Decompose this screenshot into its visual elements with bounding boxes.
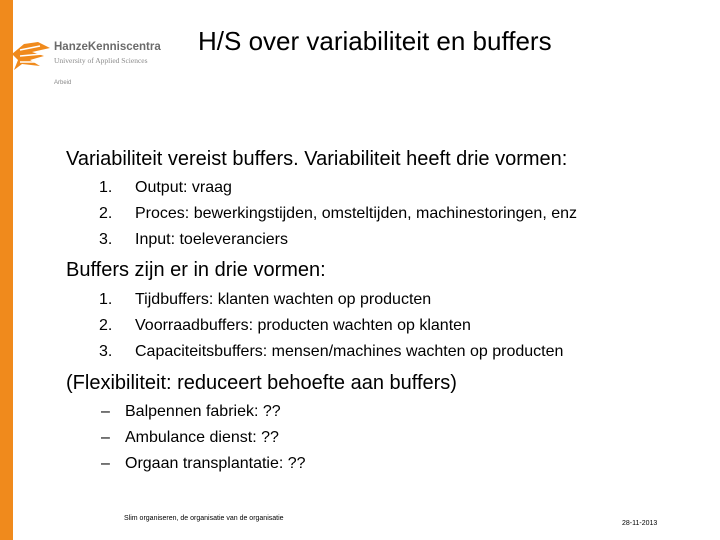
list-item-text: Input: toeleveranciers xyxy=(135,231,288,248)
dash-bullet: – xyxy=(101,403,110,420)
dash-bullet: – xyxy=(101,429,110,446)
footer-date: 28-11-2013 xyxy=(622,520,658,527)
list-item-text: Ambulance dienst: ?? xyxy=(125,429,279,446)
section-buffers-heading: Buffers zijn er in drie vormen: xyxy=(66,259,326,281)
footer-text: Slim organiseren, de organisatie van de organisatie xyxy=(124,515,284,522)
list-item-text: Orgaan transplantatie: ?? xyxy=(125,455,306,472)
hanze-logo-icon xyxy=(10,34,52,76)
list-item-text: Capaciteitsbuffers: mensen/machines wachten op producten xyxy=(135,343,564,360)
list-item-text: Proces: bewerkingstijden, omsteltijden, machinestoringen, enz xyxy=(135,205,578,222)
list-number: 3. xyxy=(99,231,113,248)
section-variability-heading: Variabiliteit vereist buffers. Variabiliteit heeft drie vormen: xyxy=(66,148,568,170)
list-item-text: Tijdbuffers: klanten wachten op producten xyxy=(135,291,432,308)
list-number: 1. xyxy=(99,179,113,196)
logo-name: HanzeKenniscentra xyxy=(54,41,161,53)
slide-title: H/S over variabiliteit en buffers xyxy=(198,26,552,56)
list-number: 2. xyxy=(99,317,113,334)
dash-bullet: – xyxy=(101,455,110,472)
list-number: 1. xyxy=(99,291,113,308)
section-flexibility-heading: (Flexibiliteit: reduceert behoefte aan buffers) xyxy=(66,372,457,394)
list-number: 3. xyxy=(99,343,113,360)
list-number: 2. xyxy=(99,205,113,222)
logo-department: Arbeid xyxy=(54,80,72,86)
hanze-logo xyxy=(10,34,200,96)
list-item-text: Output: vraag xyxy=(135,179,232,196)
list-item-text: Voorraadbuffers: producten wachten op klanten xyxy=(135,317,471,334)
logo-subtitle: University of Applied Sciences xyxy=(54,56,148,65)
list-item-text: Balpennen fabriek: ?? xyxy=(125,403,281,420)
